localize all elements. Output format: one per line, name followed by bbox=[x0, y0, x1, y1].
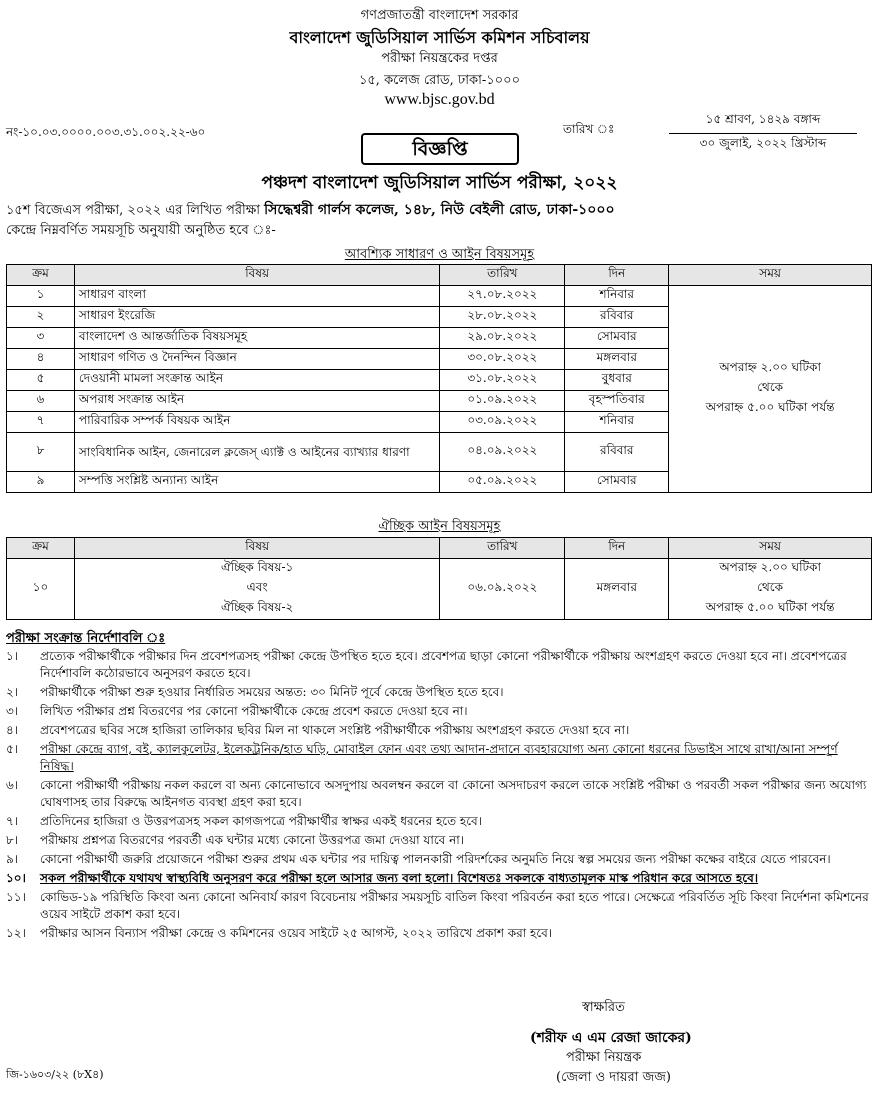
col-date: তারিখ bbox=[440, 265, 565, 286]
item-text: কোভিড-১৯ পরিস্থিতি কিংবা অন্য কোনো অনিবার্য কারণ বিবেচনায় পরীক্ষার সময়সূচি বাতিল কিংবা পরিবর্তন করা হতে পারে। সেক্ষেত্রে পরিবর্তিত সূচি কিংবা নির্দেশনা কমিশনের ওয়েব সাইটে প্রকাশ করা হবে। bbox=[40, 890, 869, 921]
cell-subject: বাংলাদেশ ও আন্তর্জাতিক বিষয়সমূহ bbox=[74, 328, 439, 349]
table2-caption: ঐচ্ছিক আইন বিষয়সমূহ bbox=[378, 519, 501, 534]
col-subject: বিষয় bbox=[74, 265, 439, 286]
signatory-name: (শরীফ এ এম রেজা জাকের) bbox=[530, 1030, 692, 1046]
office-name: পরীক্ষা নিয়ন্ত্রকের দপ্তর bbox=[381, 51, 498, 66]
cell-date: ৩১.০৮.২০২২ bbox=[440, 370, 565, 391]
compulsory-subjects-table bbox=[6, 264, 872, 493]
cell-date: ০৫.০৯.২০২২ bbox=[440, 472, 565, 493]
cell-subject: সম্পত্তি সংশ্লিষ্ট অন্যান্য আইন bbox=[74, 472, 439, 493]
time-from: অপরাহ্ন ২.০০ ঘটিকা bbox=[719, 560, 821, 574]
cell-subject: সাধারণ বাংলা bbox=[74, 286, 439, 307]
list-item bbox=[6, 777, 872, 811]
secretariat-name: বাংলাদেশ জুডিসিয়াল সার্ভিস কমিশন সচিবালয় bbox=[289, 28, 590, 47]
cell-date: ০১.০৯.২০২২ bbox=[440, 391, 565, 412]
list-item bbox=[6, 703, 872, 720]
cell-day: সোমবার bbox=[565, 472, 669, 493]
list-item bbox=[6, 925, 872, 942]
item-number: ৩। bbox=[6, 704, 19, 718]
list-item bbox=[6, 722, 872, 739]
col-day: দিন bbox=[565, 265, 669, 286]
item-text: প্রত্যেক পরীক্ষার্থীকে পরীক্ষার দিন প্রবেশপত্রসহ পরীক্ষা কেন্দ্রে উপস্থিত হতে হবে। প্রবেশপত্র ছাড়া কোনো পরীক্ষার্থীকে পরীক্ষায় অংশগ্রহণ করতে দেওয়া হবে না। প্রবেশপত্রের নির্দেশাবলি কঠোরভাবে অনুসরণ করতে হবে। bbox=[40, 649, 847, 680]
col-time: সময় bbox=[669, 538, 872, 559]
table-header-row bbox=[7, 538, 872, 559]
cell-subject: পারিবারিক সম্পর্ক বিষয়ক আইন bbox=[74, 412, 439, 433]
list-item bbox=[6, 741, 872, 775]
time-from: অপরাহ্ন ২.০০ ঘটিকা bbox=[719, 360, 821, 374]
item-text: কোনো পরীক্ষার্থী পরীক্ষায় নকল করলে বা অন্য কোনোভাবে অসদুপায় অবলম্বন করলে বা কোনো অসদাচরণ করলে তাকে সংশ্লিষ্ট পরীক্ষা ও পরবর্তী সকল পরীক্ষার জন্য অযোগ্য ঘোষণাসহ তার বিরুদ্ধে আইনগত ব্যবস্থা গ্রহণ করা হবে। bbox=[40, 778, 867, 809]
cell-day: শনিবার bbox=[565, 286, 669, 307]
col-time: সময় bbox=[669, 265, 872, 286]
instructions-title: পরীক্ষা সংক্রান্ত নির্দেশাবলি ঃ bbox=[6, 631, 166, 646]
cell-subject bbox=[74, 559, 439, 620]
cell-day: মঙ্গলবার bbox=[565, 559, 669, 620]
item-text: প্রবেশপত্রের ছবির সঙ্গে হাজিরা তালিকার ছবির মিল না থাকলে সংশ্লিষ্ট পরীক্ষার্থীকে পরীক্ষায় অংশগ্রহণ করতে দেওয়া হবে না। bbox=[40, 723, 630, 737]
cell-serial: ৪ bbox=[7, 349, 75, 370]
office-address: ১৫, কলেজ রোড, ঢাকা-১০০০ bbox=[358, 73, 521, 88]
time-mid: থেকে bbox=[757, 580, 784, 594]
item-text: সকল পরীক্ষার্থীকে যথাযথ স্বাস্থ্যবিধি অনুসরণ করে পরীক্ষা হলে আসার জন্য বলা হলো। বিশেষতঃ সকলকে বাধ্যতামূলক মাস্ক পরিধান করে আসতে হবে। bbox=[40, 871, 759, 885]
time-mid: থেকে bbox=[757, 380, 784, 394]
cell-time bbox=[669, 286, 872, 493]
website-link[interactable]: www.bjsc.gov.bd bbox=[384, 91, 495, 108]
date-bangla: ১৫ শ্রাবণ, ১৪২৯ বঙ্গাব্দ bbox=[669, 111, 857, 134]
cell-date: ২৭.০৮.২০২২ bbox=[440, 286, 565, 307]
table-header-row bbox=[7, 265, 872, 286]
intro-part2: কেন্দ্রে নিম্নবর্ণিত সময়সূচি অনুযায়ী অনুষ্ঠিত হবে ঃ- bbox=[6, 223, 276, 238]
list-item bbox=[6, 889, 872, 923]
reference-number: নং-১০.০৩.০০০০.০০৩.৩১.০০২.২২-৬০ bbox=[6, 125, 206, 139]
item-number: ২। bbox=[6, 685, 19, 699]
optional-subject-2: ঐচ্ছিক বিষয়-২ bbox=[221, 600, 294, 614]
cell-date: ০৩.০৯.২০২২ bbox=[440, 412, 565, 433]
cell-serial: ৯ bbox=[7, 472, 75, 493]
table-row bbox=[7, 286, 872, 307]
exam-title: পঞ্চদশ বাংলাদেশ জুডিসিয়াল সার্ভিস পরীক্ষা, ২০২২ bbox=[261, 173, 618, 193]
list-item bbox=[6, 851, 872, 868]
optional-subjects-table bbox=[6, 537, 872, 620]
cell-day: বুধবার bbox=[565, 370, 669, 391]
col-date: তারিখ bbox=[440, 538, 565, 559]
govt-name: গণপ্রজাতন্ত্রী বাংলাদেশ সরকার bbox=[360, 8, 519, 23]
item-text: প্রতিদিনের হাজিরা ও উত্তরপত্রসহ সকল কাগজপত্রে পরীক্ষার্থীর স্বাক্ষর একই ধরনের হতে হবে। bbox=[40, 814, 482, 828]
item-number: ১১। bbox=[6, 890, 26, 904]
cell-serial: ৬ bbox=[7, 391, 75, 412]
notice-title: বিজ্ঞপ্তি bbox=[361, 133, 519, 165]
item-number: ৯। bbox=[6, 852, 19, 866]
time-to: অপরাহ্ন ৫.০০ ঘটিকা পর্যন্ত bbox=[705, 400, 835, 414]
cell-date: ২৮.০৮.২০২২ bbox=[440, 307, 565, 328]
cell-subject: দেওয়ানী মামলা সংক্রান্ত আইন bbox=[74, 370, 439, 391]
list-item bbox=[6, 648, 872, 682]
cell-subject: সাংবিধানিক আইন, জেনারেল ক্লজেস্ এ্যাক্ট ও আইনের ব্যাখ্যার ধারণা bbox=[74, 433, 439, 472]
item-number: ৭। bbox=[6, 814, 19, 828]
col-serial: ক্রম bbox=[7, 265, 75, 286]
item-number: ৮। bbox=[6, 833, 19, 847]
date-english: ৩০ জুলাই, ২০২২ খ্রিস্টাব্দ bbox=[699, 136, 827, 150]
cell-serial: ৩ bbox=[7, 328, 75, 349]
cell-serial: ২ bbox=[7, 307, 75, 328]
item-number: ১২। bbox=[6, 926, 26, 940]
time-to: অপরাহ্ন ৫.০০ ঘটিকা পর্যন্ত bbox=[705, 600, 835, 614]
list-item bbox=[6, 684, 872, 701]
cell-serial: ১ bbox=[7, 286, 75, 307]
cell-date: ০৪.০৯.২০২২ bbox=[440, 433, 565, 472]
item-text: পরীক্ষায় প্রশ্নপত্র বিতরণের পরবর্তী এক ঘন্টার মধ্যে কোনো উত্তরপত্র জমা দেওয়া যাবে না। bbox=[40, 833, 465, 847]
optional-and: এবং bbox=[246, 580, 268, 594]
intro-paragraph bbox=[6, 200, 872, 241]
list-item bbox=[6, 870, 872, 887]
intro-part1: ১৫শ বিজেএস পরীক্ষা, ২০২২ এর লিখিত পরীক্ষা bbox=[6, 203, 265, 218]
cell-date: ০৬.০৯.২০২২ bbox=[440, 559, 565, 620]
item-text: পরীক্ষা কেন্দ্রে ব্যাগ, বই, ক্যালকুলেটর, ইলেকট্রনিক/হাত ঘড়ি, মোবাইল ফোন এবং তথ্য আদান-প্রদানে ব্যবহারযোগ্য অন্য কোনো ধরনের ডিভাইস সাথে রাখা/আনা সম্পূর্ণ নিষিদ্ধ। bbox=[40, 742, 838, 773]
table1-caption: আবশ্যিক সাধারণ ও আইন বিষয়সমূহ bbox=[344, 247, 535, 262]
cell-serial: ১০ bbox=[7, 559, 75, 620]
cell-date: ৩০.০৮.২০২২ bbox=[440, 349, 565, 370]
cell-date: ২৯.০৮.২০২২ bbox=[440, 328, 565, 349]
item-number: ৫। bbox=[6, 742, 19, 756]
item-number: ৬। bbox=[6, 778, 19, 792]
item-number: ৪। bbox=[6, 723, 19, 737]
print-code: জি-১৬০৩/২২ (৮X৪) bbox=[6, 1068, 104, 1081]
item-text: পরীক্ষার্থীকে পরীক্ষা শুরু হওয়ার নির্ধারিত সময়ের অন্তত: ৩০ মিনিট পূর্বে কেন্দ্রে উপস্থিত হতে হবে। bbox=[40, 685, 504, 699]
cell-subject: সাধারণ গণিত ও দৈনন্দিন বিজ্ঞান bbox=[74, 349, 439, 370]
cell-day: রবিবার bbox=[565, 433, 669, 472]
cell-subject: অপরাধ সংক্রান্ত আইন bbox=[74, 391, 439, 412]
signed-label: স্বাক্ষরিত bbox=[582, 1000, 625, 1015]
col-subject: বিষয় bbox=[74, 538, 439, 559]
cell-day: মঙ্গলবার bbox=[565, 349, 669, 370]
exam-venue: সিদ্ধেশ্বরী গার্লস কলেজ, ১৪৮, নিউ বেইলী রোড, ঢাকা-১০০০ bbox=[264, 202, 615, 218]
table-row bbox=[7, 559, 872, 620]
col-day: দিন bbox=[565, 538, 669, 559]
date-label: তারিখ ঃ bbox=[563, 122, 615, 136]
list-item bbox=[6, 813, 872, 830]
cell-serial: ৭ bbox=[7, 412, 75, 433]
item-number: ১। bbox=[6, 649, 19, 663]
cell-day: শনিবার bbox=[565, 412, 669, 433]
optional-subject-1: ঐচ্ছিক বিষয়-১ bbox=[221, 560, 294, 574]
list-item bbox=[6, 832, 872, 849]
signatory-rank: (জেলা ও দায়রা জজ) bbox=[556, 1070, 671, 1085]
cell-day: রবিবার bbox=[565, 307, 669, 328]
cell-day: সোমবার bbox=[565, 328, 669, 349]
item-text: কোনো পরীক্ষার্থী জরুরি প্রয়োজনে পরীক্ষা শুরুর প্রথম এক ঘন্টার পর দায়িত্ব পালনকারী পরিদর্শকের অনুমতি নিয়ে স্বল্প সময়ের জন্য পরীক্ষা কক্ষের বাইরে যেতে পারবেন। bbox=[40, 852, 831, 866]
item-text: লিখিত পরীক্ষার প্রশ্ন বিতরণের পর কোনো পরীক্ষার্থীকে কেন্দ্রে প্রবেশ করতে দেওয়া হবে না। bbox=[40, 704, 468, 718]
cell-day: বৃহস্পতিবার bbox=[565, 391, 669, 412]
cell-subject: সাধারণ ইংরেজি bbox=[74, 307, 439, 328]
signatory-designation: পরীক্ষা নিয়ন্ত্রক bbox=[566, 1050, 642, 1065]
cell-serial: ৮ bbox=[7, 433, 75, 472]
item-number: ১০। bbox=[6, 871, 26, 885]
cell-serial: ৫ bbox=[7, 370, 75, 391]
cell-time bbox=[669, 559, 872, 620]
item-text: পরীক্ষার আসন বিন্যাস পরীক্ষা কেন্দ্রে ও কমিশনের ওয়েব সাইটে ২৫ আগস্ট, ২০২২ তারিখে প্রকাশ করা হবে। bbox=[40, 926, 553, 940]
col-serial: ক্রম bbox=[7, 538, 75, 559]
instructions-list bbox=[6, 648, 872, 944]
